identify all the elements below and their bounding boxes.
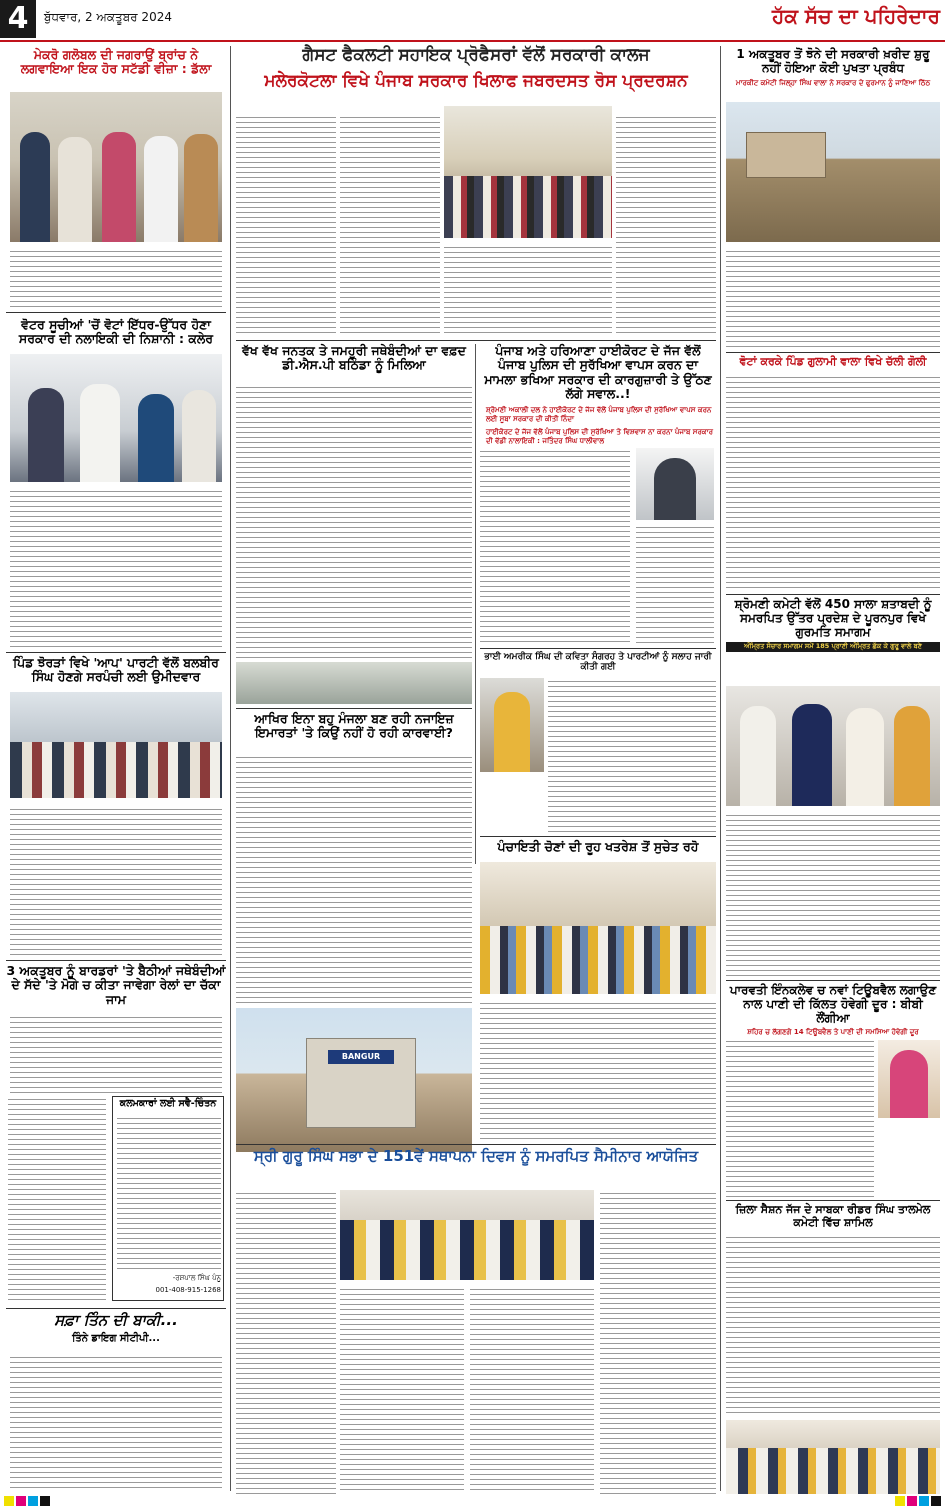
- subhead: ਸ਼ਹਿਰ ਚ ਲੱਗਣਗੇ 14 ਟਿਊਬਵੈਲ ਤੇ ਪਾਣੀ ਦੀ ਸਮਸਿਆ ਹੋਵੇਗੀ ਦੂਰ: [747, 1028, 919, 1037]
- headline: ਭਾਈ ਅਮਰੀਕ ਸਿੰਘ ਦੀ ਕਵਿਤਾ ਸੰਗਰਹ ਤੇ ਪਾਰਟੀਆਂ ਨੂੰ ਸਲਾਹ ਜਾਰੀ ਕੀਤੀ ਗਈ: [484, 652, 712, 673]
- story-text: [10, 488, 222, 648]
- headline: ਵੋਟਰ ਸੂਚੀਆਂ 'ਚੋਂ ਵੋਟਾਂ ਇੱਧਰ-ਉੱਧਰ ਹੋਣਾ ਸਰਕਾਰ ਦੀ ਨਲਾਇਕੀ ਦੀ ਨਿਸ਼ਾਨੀ : ਕਲੇਰ: [18, 317, 214, 347]
- story-text: [10, 1354, 222, 1490]
- poem-phone: 001-408-915-1268: [155, 1286, 221, 1294]
- divider: [6, 652, 226, 653]
- person: [80, 384, 120, 482]
- divider: [480, 836, 716, 837]
- crowd: [480, 926, 716, 994]
- right-story-firing: [726, 356, 940, 592]
- seminar-text-col2: [340, 1286, 464, 1494]
- brand-text: ਹੱਕ ਸੱਚ ਦਾ ਪਹਿਰੇਦਾਰ: [772, 4, 940, 28]
- portrait: [890, 1050, 928, 1118]
- building-photo: [236, 1008, 472, 1152]
- reg-cyan: [919, 1496, 929, 1506]
- divider: [6, 960, 226, 961]
- masthead: [0, 0, 945, 42]
- seminar-text-col3: [470, 1286, 594, 1494]
- headline: ਪਿੰਡ ਝੋਰੜਾਂ ਵਿਖੇ 'ਆਪ' ਪਾਰਟੀ ਵੱਲੋਂ ਬਲਬੀਰ ਸਿੰਘ ਹੋਣਗੇ ਸਰਪੰਚੀ ਲਈ ਉਮੀਦਵਾਰ: [13, 655, 219, 685]
- headline: ਸ਼੍ਰੋਮਣੀ ਕਮੇਟੀ ਵੱਲੋਂ 450 ਸਾਲਾ ਸ਼ਤਾਬਦੀ ਨੂੰ ਸਮਰਪਿਤ ਉੱਤਰ ਪ੍ਰਦੇਸ਼ ਦੇ ਪੂਰਨਪੁਰ ਵਿਖੇ ਗੁਰਮਤਿ ਸਮਾਗਮ: [734, 597, 932, 639]
- lead-text-col4: [616, 114, 716, 336]
- person: [846, 708, 884, 806]
- headline: ਸ੍ਰੀ ਗੁਰੂ ਸਿੰਘ ਸਭਾ ਦੇ 151ਵੇਂ ਸਥਾਪਨਾ ਦਿਵਸ ਨੂੰ ਸਮਰਪਿਤ ਸੈਮੀਨਾਰ ਆਯੋਜਿਤ: [253, 1147, 699, 1165]
- seminar-photo: [340, 1190, 594, 1280]
- headline: ਪੰਜਾਬ ਅਤੇ ਹਰਿਆਣਾ ਹਾਈਕੋਰਟ ਦੇ ਜੱਜ ਵੱਲੋਂ ਪੰਜਾਬ ਪੁਲਿਸ ਦੀ ਸੁਰੱਖਿਆ ਵਾਪਸ ਕਰਨ ਦਾ ਮਾਮਲਾ ਭਖਿਆ ਸਰਕਾਰ ਦੀ ਕਾਰਗੁਜ਼ਾਰੀ ਤੇ ਉੱਠਣ ਲੱਗੇ ਸਵਾਲ..!: [484, 343, 712, 402]
- dhaliwal-photo: [636, 448, 714, 520]
- story-court: [480, 344, 716, 644]
- reg-black: [40, 1496, 50, 1506]
- left-story-aap: [6, 656, 226, 956]
- shed: [746, 132, 826, 178]
- person: [894, 706, 930, 806]
- poem-author: -ਰਸ਼ਪਾਲ ਸਿੰਘ ਪੰਨੂ: [172, 1274, 221, 1282]
- seminar-text-col1: [236, 1190, 336, 1494]
- aap-photo: [10, 692, 222, 798]
- right-story-tubewell: [726, 984, 940, 1198]
- reg-yellow: [895, 1496, 905, 1506]
- lead-text-col2: [340, 114, 440, 336]
- headline: 1 ਅਕਤੂਬਰ ਤੋਂ ਝੋਨੇ ਦੀ ਸਰਕਾਰੀ ਖ਼ਰੀਦ ਸ਼ੁਰੂ ਨਹੀਂ ਹੋਇਆ ਕੋਈ ਪੁਖਤਾ ਪ੍ਰਬੰਧ: [736, 47, 930, 75]
- lead-headline-1: ਗੈਸਟ ਫੈਕਲਟੀ ਸਹਾਇਕ ਪ੍ਰੋਫੈਸਰਾਂ ਵੱਲੋਂ ਸਰਕਾਰੀ ਕਾਲਜ: [302, 45, 650, 65]
- story-text: [236, 384, 472, 658]
- right-story-sgpc: [726, 598, 940, 976]
- left-story-continued: [6, 1312, 226, 1490]
- story-text: [726, 1234, 940, 1416]
- person: [182, 390, 216, 482]
- story-text: [548, 678, 716, 832]
- longia-photo: [878, 1040, 940, 1118]
- divider: [236, 1144, 716, 1145]
- person: [144, 136, 178, 242]
- column-rule: [720, 46, 721, 1491]
- masthead-rule: [0, 40, 945, 42]
- mandi-photo: [726, 102, 940, 242]
- poem-left-text: [8, 1096, 106, 1301]
- person: [740, 706, 776, 806]
- headline: 3 ਅਕਤੂਬਰ ਨੂੰ ਬਾਰਡਰਾਂ 'ਤੇ ਬੈਠੀਆਂ ਜਥੇਬੰਦੀਆਂ ਦੇ ਸੱਦੇ 'ਤੇ ਮੋਗੇ ਚ ਕੀਤਾ ਜਾਵੇਗਾ ਰੇਲਾਂ ਦਾ ਚੱਕਾ ਜਾਮ: [6, 963, 226, 1007]
- voters-photo: [10, 354, 222, 482]
- story-text-2: [636, 524, 714, 644]
- subhead: ਮਾਰਕੀਟ ਕਮੇਟੀ ਜਿਲ੍ਹਾ ਸਿੰਘ ਵਾਲਾ ਨੇ ਸਰਕਾਰ ਦੇ ਫੁਰਮਾਨ ਨੂੰ ਜਾਣਿਆ ਠਿੱਠ: [735, 78, 931, 87]
- story-text: [726, 812, 940, 976]
- story-seminar: [236, 1148, 716, 1494]
- divider: [726, 352, 940, 353]
- story-illegal: [236, 711, 472, 1061]
- sgpc-photo: [726, 686, 940, 806]
- headline: ਪਾਰਵਤੀ ਇੰਨਕਲੇਵ ਚ ਨਵਾਂ ਟਿਊਬਵੈਲ ਲਗਾਉਣ ਨਾਲ ਪਾਣੀ ਦੀ ਕਿੱਲਤ ਹੋਵੇਗੀ ਦੂਰ : ਬੀਬੀ ਲੌਂਗੀਆ: [729, 983, 937, 1025]
- poem-frame: [112, 1096, 224, 1301]
- story-text: [480, 1000, 716, 1140]
- story-text: [726, 248, 940, 350]
- story-text: [480, 448, 630, 644]
- person: [102, 132, 136, 242]
- brand-title: [705, 4, 940, 36]
- reg-yellow: [4, 1496, 14, 1506]
- seminar-text-col4: [600, 1190, 716, 1494]
- dsp-photo: [236, 662, 472, 704]
- person: [184, 134, 218, 242]
- lead-text-under-photo: [444, 244, 612, 336]
- story-text: [236, 754, 472, 1004]
- column-rule: [230, 46, 231, 1491]
- subhead: ਅੰਮ੍ਰਿਤ ਸੰਚਾਰ ਸਮਾਗਮ ਸਮੇਂ 185 ਪ੍ਰਾਣੀ ਅੰਮ੍ਰਿਤ ਛੱਕ ਕੇ ਗੁਰੂ ਵਾਲੇ ਬਣੇ: [726, 642, 940, 651]
- reg-black: [931, 1496, 941, 1506]
- page-number: 4: [0, 0, 36, 38]
- story-dsp: [236, 344, 472, 704]
- bullet-2: ਹਾਈਕੋਰਟ ਦੇ ਜੱਜ ਵੱਲੋਂ ਪੰਜਾਬ ਪੁਲਿਸ ਦੀ ਸੁਰੱਖਿਆ ਤੇ ਵਿਸ਼ਵਾਸ ਨਾ ਕਰਨਾ ਪੰਜਾਬ ਸਰਕਾਰ ਦੀ ਵੱਡੀ ਨਾਲਾਇਕੀ : ਜਤਿੰਦਰ ਸਿੰਘ ਧਾਲੀਵਾਲ: [486, 428, 713, 445]
- protest-photo: [444, 106, 612, 238]
- story-text: [726, 1038, 874, 1198]
- panchayat-photo: [480, 862, 716, 994]
- right-story-paddy: [726, 48, 940, 350]
- shop-sign: BANGUR: [328, 1050, 394, 1064]
- group: [340, 1220, 594, 1280]
- bullet-1: ਸ਼੍ਰੋਮਣੀ ਅਕਾਲੀ ਦਲ ਨੇ ਹਾਈਕੋਰਟ ਦੇ ਜੱਜ ਵੱਲੋਂ ਪੰਜਾਬ ਪੁਲਿਸ ਦੀ ਸੁਰੱਖਿਆ ਵਾਪਸ ਕਰਨ ਲਈ ਸੂਬਾ ਸਰਕਾਰ ਦੀ ਕੀਤੀ ਨਿੰਦਾ: [486, 406, 712, 423]
- divider: [480, 648, 716, 649]
- story-text: [10, 806, 222, 956]
- reader-photo: [726, 1420, 940, 1494]
- divider: [726, 594, 940, 595]
- protesters: [444, 176, 612, 238]
- divider: [6, 312, 226, 313]
- story-bhai: [480, 652, 716, 832]
- person: [28, 388, 64, 482]
- bhai-photo: [480, 678, 544, 772]
- left-story-visa: [6, 48, 226, 310]
- person: [138, 394, 174, 482]
- portrait: [654, 458, 696, 520]
- poem-box: [8, 1096, 224, 1304]
- group: [726, 1448, 940, 1494]
- person: [20, 132, 50, 242]
- headline: ਸਫ਼ਾ ਤਿੰਨ ਦੀ ਬਾਕੀ...: [54, 1311, 178, 1329]
- left-story-rail: [6, 964, 226, 1094]
- poem-title: ਕਲਮਕਾਰਾਂ ਲਈ ਸਵੈ-ਚਿੰਤਨ: [119, 1098, 217, 1109]
- headline: ਮੇਕਰੋ ਗਲੋਬਲ ਦੀ ਜਗਰਾਉਂ ਬ੍ਰਾਂਚ ਨੇ ਲਗਵਾਇਆ ਇਕ ਹੋਰ ਸਟੱਡੀ ਵੀਜ਼ਾ : ਡੱਲਾ: [20, 47, 212, 77]
- left-story-voters: [6, 318, 226, 648]
- headline: ਪੰਚਾਇਤੀ ਚੋਣਾਂ ਦੀ ਰੂਹ ਖਤਰੇਸ਼ ਤੋਂ ਸੁਚੇਤ ਰਹੋ: [497, 839, 699, 854]
- reg-magenta: [907, 1496, 917, 1506]
- divider: [6, 1308, 226, 1309]
- divider: [726, 980, 940, 981]
- subhead: ਤਿੰਨੇ ਡਾਇਗ ਸੀਟੀਪੀ...: [72, 1333, 160, 1345]
- headline: ਜ਼ਿਲਾ ਸੈਸ਼ਨ ਜੱਜ ਦੇ ਸਾਬਕਾ ਰੀਡਰ ਸਿੰਘ ਤਾਲਮੇਲ ਕਮੇਟੀ ਵਿੱਚ ਸ਼ਾਮਿਲ: [735, 1203, 931, 1229]
- lead-text-col1: [236, 114, 336, 336]
- reg-cyan: [28, 1496, 38, 1506]
- poem-text: [117, 1115, 221, 1271]
- person: [58, 137, 92, 242]
- reg-magenta: [16, 1496, 26, 1506]
- footer: [0, 1496, 945, 1507]
- divider: [726, 1200, 940, 1201]
- headline: ਆਖਿਰ ਇਨਾ ਬਹੁ ਮੰਜਲਾ ਬਣ ਰਹੀ ਨਜਾਇਜ਼ ਇਮਾਰਤਾਂ 'ਤੇ ਕਿਉਂ ਨਹੀਂ ਹੋ ਰਹੀ ਕਾਰਵਾਈ?: [254, 711, 454, 741]
- story-text: [726, 374, 940, 592]
- issue-date: ਬੁੱਧਵਾਰ, 2 ਅਕਤੂਬਰ 2024: [44, 10, 172, 24]
- story-panchayat: [480, 840, 716, 1140]
- column-rule: [475, 344, 476, 864]
- divider: [236, 708, 472, 709]
- story-text: [10, 248, 222, 308]
- right-story-reader: [726, 1204, 940, 1494]
- person: [792, 704, 832, 806]
- crowd: [10, 742, 222, 798]
- lead-headline-2: ਮਲੇਰਕੋਟਲਾ ਵਿਖੇ ਪੰਜਾਬ ਸਰਕਾਰ ਖਿਲਾਫ ਜਬਰਦਸਤ ਰੋਸ ਪ੍ਰਦਰਸ਼ਨ: [264, 70, 688, 91]
- headline: ਵੱਖ ਵੱਖ ਜਨਤਕ ਤੇ ਜਮਹੂਰੀ ਜਥੇਬੰਦੀਆਂ ਦਾ ਵਫ਼ਦ ਡੀ.ਐਸ.ਪੀ ਬਠਿੰਡਾ ਨੂੰ ਮਿਲਿਆ: [242, 343, 466, 373]
- lead-story: [236, 46, 716, 336]
- portrait: [494, 692, 530, 772]
- story-text: [10, 1014, 222, 1094]
- headline: ਵੋਟਾਂ ਕਰਕੇ ਪਿੰਡ ਗੁਲਾਮੀ ਵਾਲਾ ਵਿਖੇ ਚੱਲੀ ਗੋਲੀ: [739, 355, 927, 368]
- divider: [236, 340, 716, 341]
- visa-photo: [10, 92, 222, 242]
